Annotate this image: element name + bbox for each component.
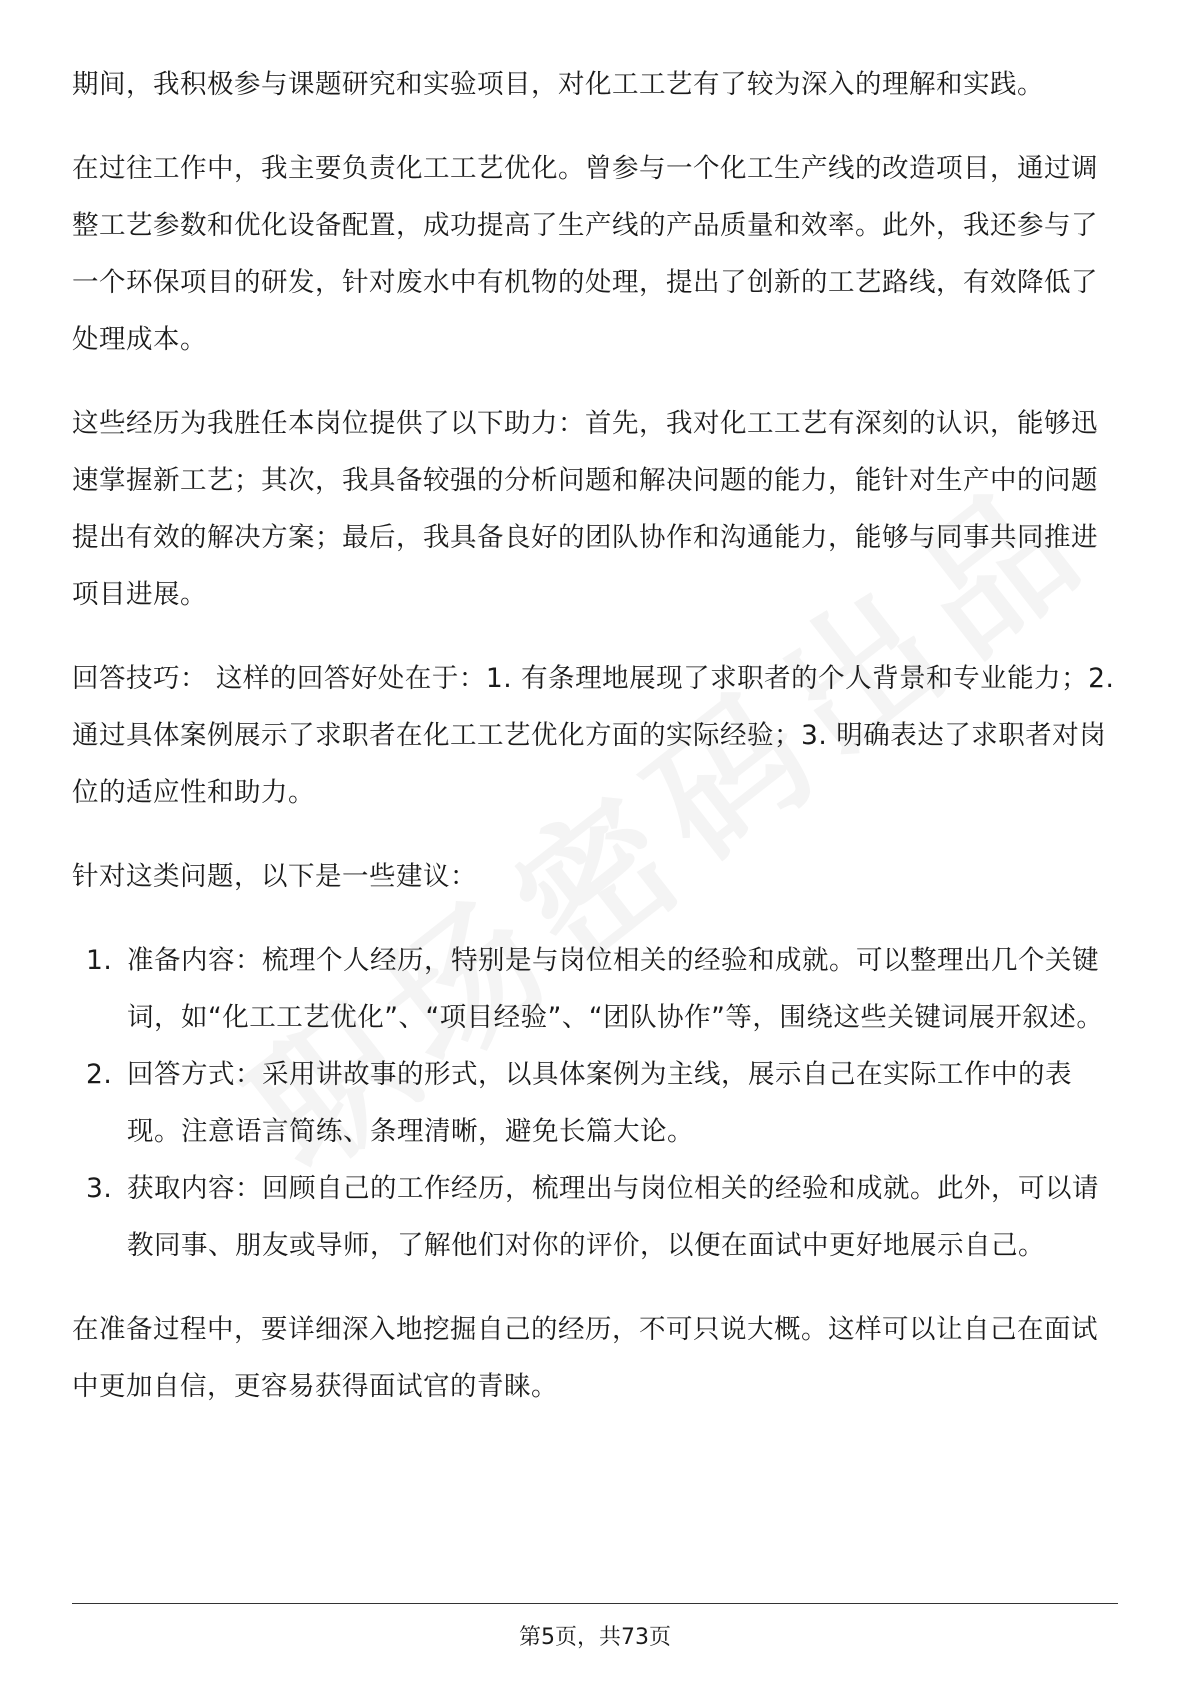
paragraph-suggestions-intro: 针对这类问题，以下是一些建议：	[72, 861, 477, 892]
paragraph-work-experience: 在过往工作中，我主要负责化工工艺优化。曾参与一个化工生产线的改造项目，通过调整工艺参数和优化设备配置，成功提高了生产线的产品质量和效率。此外，我还参与了一个环保项目的研发，针对废水中有机物的处理，提出了创新的工艺路线，有效降低了处理成本。	[72, 153, 1098, 355]
list-item	[72, 932, 1122, 1046]
list-item-text: 准备内容：梳理个人经历，特别是与岗位相关的经验和成就。可以整理出几个关键词，如“化工工艺优化”、“项目经验”、“团队协作”等，围绕这些关键词展开叙述。	[127, 945, 1104, 1033]
paragraph-job-fit: 这些经历为我胜任本岗位提供了以下助力：首先，我对化工工艺有深刻的认识，能够迅速掌握新工艺；其次，我具备较强的分析问题和解决问题的能力，能针对生产中的问题提出有效的解决方案；最后，我具备良好的团队协作和沟通能力，能够与同事共同推进项目进展。	[72, 408, 1098, 610]
list-item	[72, 1160, 1122, 1274]
footer-divider	[72, 1603, 1118, 1604]
list-item-text: 获取内容：回顾自己的工作经历，梳理出与岗位相关的经验和成就。此外，可以请教同事、朋友或导师，了解他们对你的评价，以便在面试中更好地展示自己。	[127, 1173, 1099, 1261]
list-item-number: 3.	[86, 1173, 113, 1204]
document-body	[72, 56, 1122, 1442]
paragraph-answer-tips: 回答技巧： 这样的回答好处在于：1. 有条理地展现了求职者的个人背景和专业能力；2. 通过具体案例展示了求职者在化工工艺优化方面的实际经验；3. 明确表达了求职者对岗位的适应性和助力。	[72, 663, 1115, 808]
list-item-number: 1.	[86, 945, 113, 976]
page-number: 第5页，共73页	[519, 1625, 671, 1650]
suggestion-list	[72, 932, 1122, 1274]
list-item-text: 回答方式：采用讲故事的形式，以具体案例为主线，展示自己在实际工作中的表现。注意语言简练、条理清晰，避免长篇大论。	[127, 1059, 1072, 1147]
paragraph-preparation-advice: 在准备过程中，要详细深入地挖掘自己的经历，不可只说大概。这样可以让自己在面试中更加自信，更容易获得面试官的青睐。	[72, 1314, 1098, 1402]
list-item-number: 2.	[86, 1059, 113, 1090]
list-item	[72, 1046, 1122, 1160]
paragraph-study-period: 期间，我积极参与课题研究和实验项目，对化工工艺有了较为深入的理解和实践。	[72, 69, 1044, 100]
